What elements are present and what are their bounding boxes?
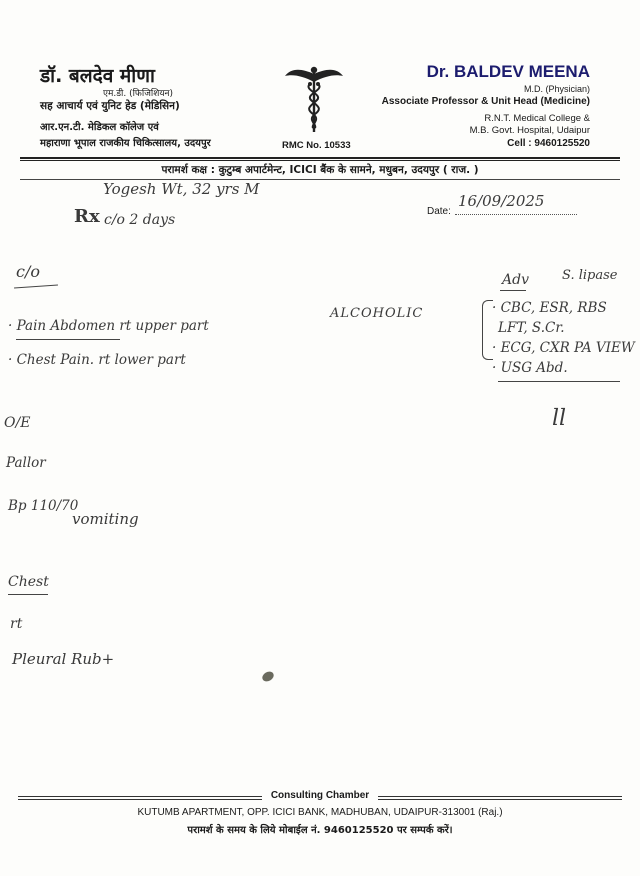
date-label: Date: xyxy=(427,206,451,217)
advice-ecg: · ECG, CXR PA VIEW xyxy=(492,340,635,356)
footer-address: KUTUMB APARTMENT, OPP. ICICI BANK, MADHUBAN, UDAIPUR-313001 (Raj.) xyxy=(137,807,503,818)
advice-cbc: · CBC, ESR, RBS xyxy=(492,300,607,316)
chest-rt: rt xyxy=(10,616,23,632)
chest-underline xyxy=(8,594,48,595)
college-english-line1: R.N.T. Medical College & xyxy=(484,113,590,124)
rmc-number: RMC No. 10533 xyxy=(282,140,351,151)
rx-symbol: Rx xyxy=(74,206,100,227)
co-underline xyxy=(14,284,58,288)
footer-title: Consulting Chamber xyxy=(270,790,370,801)
date-value: 16/09/2025 xyxy=(458,192,545,210)
rx-note: c/o 2 days xyxy=(104,212,176,228)
ink-smudge xyxy=(261,670,276,684)
advice-usg: · USG Abd. xyxy=(492,360,568,376)
header-divider xyxy=(20,157,620,159)
patient-details: Yogesh Wt, 32 yrs M xyxy=(103,180,260,198)
consulting-address-bar: परामर्श कक्ष : कुटुम्ब अपार्टमेन्ट, ICICI बैंक के सामने, मधुबन, उदयपुर ( राज. ) xyxy=(161,164,479,176)
oe-heading: O/E xyxy=(4,415,31,431)
footer-rule-right xyxy=(378,796,622,797)
doctor-designation-english: Associate Professor & Unit Head (Medicine) xyxy=(381,96,590,107)
college-hindi-line1: आर.एन.टी. मेडिकल कॉलेज एवं xyxy=(40,122,159,133)
doctor-cell-number: Cell : 9460125520 xyxy=(507,138,590,149)
chest-heading: Chest xyxy=(8,574,49,590)
doctor-degree-english: M.D. (Physician) xyxy=(523,84,590,94)
advice-bottom-line xyxy=(498,381,620,382)
doctor-degree-hindi: एम.डी. (फिजिशियन) xyxy=(103,89,174,99)
complaint-underline xyxy=(16,339,120,340)
date-line xyxy=(455,214,577,215)
doctor-name-hindi: डॉ. बलदेव मीणा xyxy=(40,65,155,87)
advice-lipase: S. lipase xyxy=(562,268,618,283)
complaint-chest-pain: · Chest Pain. rt lower part xyxy=(8,352,186,368)
footer-rule-right-2 xyxy=(378,799,622,800)
caduceus-icon xyxy=(283,64,345,134)
advice-lft: LFT, S.Cr. xyxy=(498,320,565,336)
chest-pleural-rub: Pleural Rub+ xyxy=(12,650,115,668)
header-divider-thin xyxy=(20,160,620,161)
exam-bp: Bp 110/70 xyxy=(8,498,79,514)
doctor-designation-hindi: सह आचार्य एवं युनिट हेड (मेडिसिन) xyxy=(40,100,180,112)
doctor-name-english: Dr. BALDEV MEENA xyxy=(426,62,590,81)
history-alcoholic: ALCOHOLIC xyxy=(330,306,424,321)
footer-mobile-note: परामर्श के समय के लिये मोबाईल नं. 9460125520 पर सम्पर्क करें। xyxy=(187,825,453,836)
complaints-heading: c/o xyxy=(16,262,40,281)
college-hindi-line2: महाराणा भूपाल राजकीय चिकित्सालय, उदयपुर xyxy=(40,138,211,149)
exam-vomiting: vomiting xyxy=(72,510,139,528)
exam-pallor: Pallor xyxy=(6,455,46,471)
advice-heading: Adv xyxy=(502,272,529,288)
doctor-signature: ll xyxy=(552,406,567,431)
complaint-pain-abdomen: · Pain Abdomen rt upper part xyxy=(8,318,209,334)
advice-underline xyxy=(500,290,526,291)
college-english-line2: M.B. Govt. Hospital, Udaipur xyxy=(469,125,590,136)
